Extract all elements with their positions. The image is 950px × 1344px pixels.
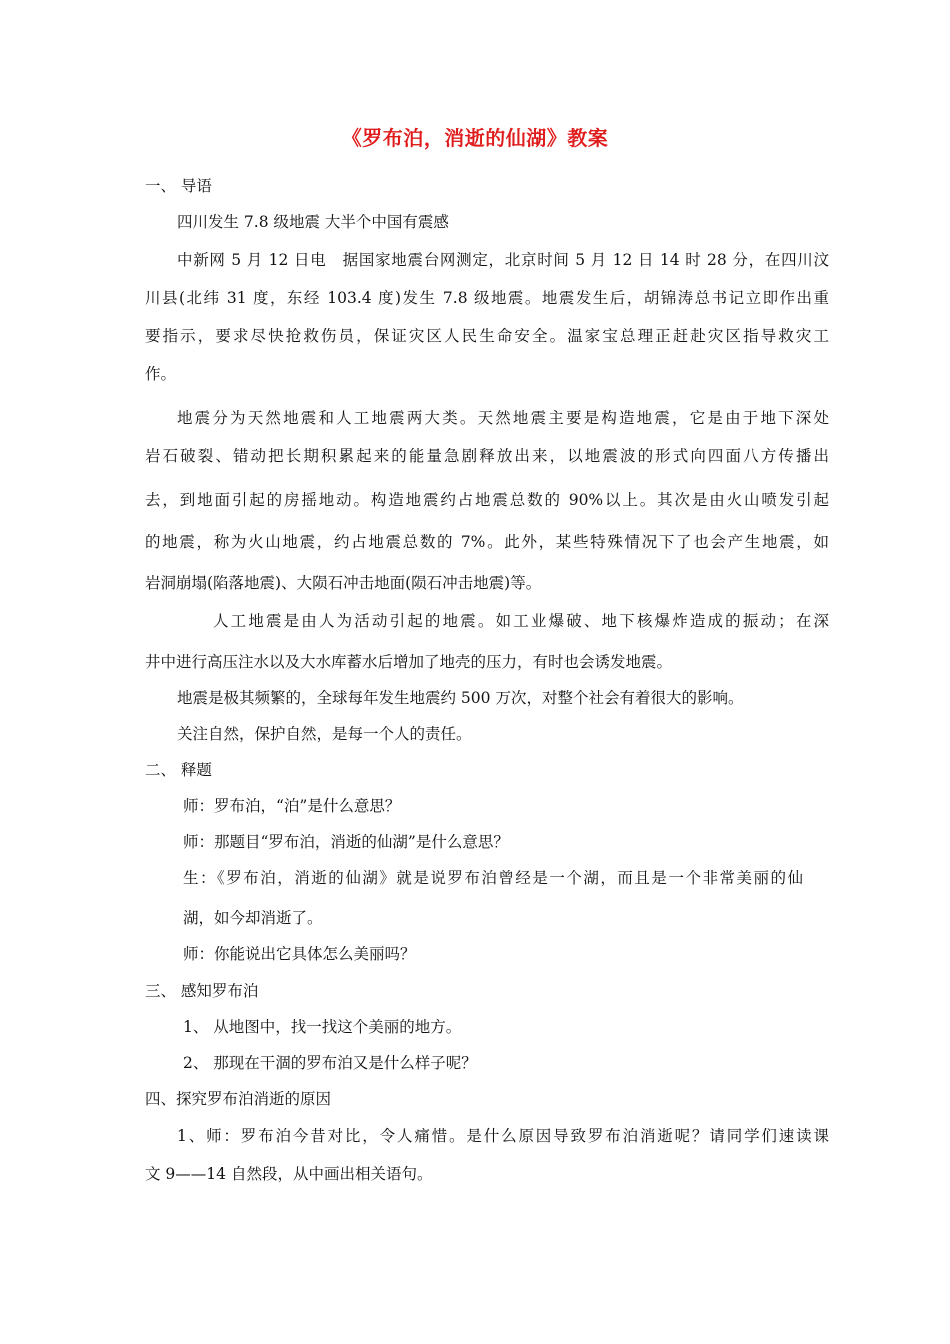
paragraph-line: 去，到地面引起的房摇地动。构造地震约占地震总数的 90%以上。其次是由火山喷发引起 [145,491,829,509]
paragraph-line: 的地震，称为火山地震，约占地震总数的 7%。此外，某些特殊情况下了也会产生地震，如 [145,533,829,551]
section-heading-perceive: 三、 感知罗布泊 [145,982,259,1000]
paragraph-line: 川县(北纬 31 度，东经 103.4 度)发生 7.8 级地震。地震发生后，胡锦涛总书记立即作出重 [145,289,829,307]
paragraph-line: 文 9——14 自然段，从中画出相关语句。 [145,1165,433,1183]
paragraph-line: 要指示，要求尽快抢救伤员，保证灾区人民生命安全。温家宝总理正赶赴灾区指导救灾工 [145,327,829,345]
paragraph-line: 关注自然，保护自然，是每一个人的责任。 [177,725,472,743]
paragraph-line: 地震是极其频繁的，全球每年发生地震约 500 万次，对整个社会有着很大的影响。 [177,689,744,707]
dialogue-line: 师：你能说出它具体怎么美丽吗？ [183,945,416,963]
paragraph-line: 四川发生 7.8 级地震 大半个中国有震感 [177,213,449,231]
dialogue-line: 湖，如今却消逝了。 [183,909,323,927]
list-item: 1、 从地图中，找一找这个美丽的地方。 [183,1018,462,1036]
paragraph-line: 地震分为天然地震和人工地震两大类。天然地震主要是构造地震，它是由于地下深处 [177,409,829,427]
section-heading-intro: 一、 导语 [145,177,212,195]
dialogue-line: 师：罗布泊，“泊”是什么意思？ [183,797,401,815]
section-heading-title-explanation: 二、 释题 [145,761,212,779]
list-item: 2、 那现在干涸的罗布泊又是什么样子呢？ [183,1054,477,1072]
dialogue-line: 生：《罗布泊，消逝的仙湖》就是说罗布泊曾经是一个湖，而且是一个非常美丽的仙 [183,869,803,887]
paragraph-line: 1、师：罗布泊今昔对比，令人痛惜。是什么原因导致罗布泊消逝呢？请同学们速读课 [177,1127,829,1145]
dialogue-line: 师：那题目“罗布泊，消逝的仙湖”是什么意思？ [183,833,509,851]
paragraph-line: 作。 [145,365,177,383]
section-heading-explore: 四、探究罗布泊消逝的原因 [145,1090,332,1108]
document-title: 《罗布泊，消逝的仙湖》教案 [341,126,609,150]
paragraph-line: 岩石破裂、错动把长期积累起来的能量急剧释放出来，以地震波的形式向四面八方传播出 [145,447,829,465]
paragraph-line: 岩洞崩塌(陷落地震)、大陨石冲击地面(陨石冲击地震)等。 [145,574,542,592]
paragraph-line: 人工地震是由人为活动引起的地震。如工业爆破、地下核爆炸造成的振动；在深 [213,612,829,630]
paragraph-line: 中新网 5 月 12 日电 据国家地震台网测定，北京时间 5 月 12 日 14 时 28 分，在四川汶 [177,251,829,269]
paragraph-line: 井中进行高压注水以及大水库蓄水后增加了地壳的压力，有时也会诱发地震。 [145,653,673,671]
